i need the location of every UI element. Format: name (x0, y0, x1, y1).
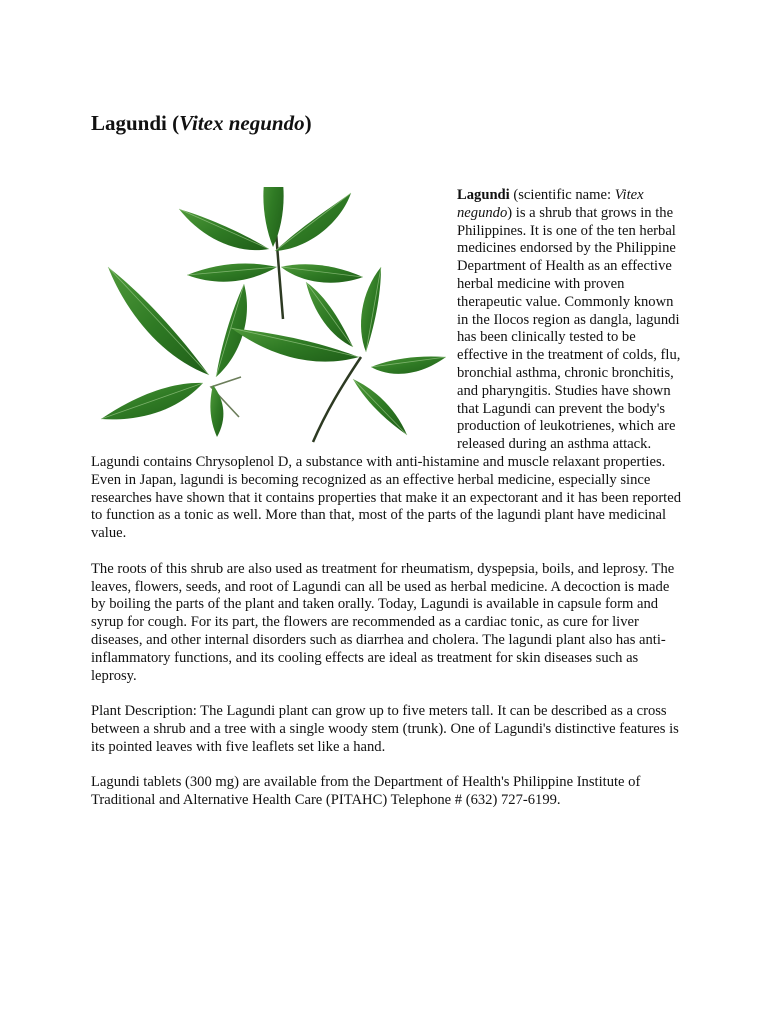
intro-text-2: ) is a shrub that grows in the Philippines. It is one of the ten herbal medicines endorsed by the Philippine Department of Health as an effective herbal medicine with proven therapeutic value. Commonly known in the Ilocos region as dangla, lagundi has been clinically tested to be effective in the treatment of colds, flu, bronchial asthma, chronic bronchitis, and pharyngitis. Studies have shown that Lagundi can prevent the body's production of leukotrienes, which are released during an asthma attack. Lagundi contains Chrysoplenol D, a substance with anti-histamine and muscle relaxant properties. Even in Japan, lagundi is becoming recognized as an effective herbal medicine, especially since researches have shown that it contains properties that make it an expectorant and it has been reported to function as a tonic as well. More than that, most of the parts of the lagundi plant have medicinal value. (91, 204, 682, 542)
intro-text-1: (scientific name: (509, 187, 615, 203)
title-scientific-name: Vitex negundo (179, 111, 305, 135)
paragraph-uses: The roots of this shrub are also used as treatment for rheumatism, dyspepsia, boils, and leprosy. The leaves, flowers, seeds, and root of Lagundi can all be used as herbal medicine. A decoction is made by boiling the parts of the plant and taken orally. Today, Lagundi is available in capsule form and syrup for cough. For its part, the flowers are recommended as a cardiac tonic, as cure for liver diseases, and other internal disorders such as diarrhea and cholera. The lagundi plant also has anti-inflammatory functions, and its cooling effects are ideal as treatment for skin diseases such as leprosy. (91, 560, 675, 684)
title-common-name: Lagundi (91, 111, 167, 135)
intro-bold-name: Lagundi (457, 187, 510, 203)
paragraph-availability: Lagundi tablets (300 mg) are available from the Department of Health's Philippine Institute of Traditional and Alternative Health Care (PITAHC) Telephone # (632) 727-6199. (91, 774, 641, 809)
plant-illustration (91, 187, 447, 449)
page-title (91, 110, 312, 136)
paragraph-plant-description: Plant Description: The Lagundi plant can grow up to five meters tall. It can be described as a cross between a shrub and a tree with a single woody stem (trunk). One of Lagundi's distinctive features is its pointed leaves with five leaflets set like a hand. (91, 703, 679, 755)
title-paren-open: ( (166, 111, 180, 135)
vitex-negundo-leaves-icon (91, 187, 457, 449)
article-body (91, 187, 681, 828)
title-paren-close: ) (304, 111, 312, 135)
intro-scientific-name: Vitex negundo (457, 187, 644, 221)
